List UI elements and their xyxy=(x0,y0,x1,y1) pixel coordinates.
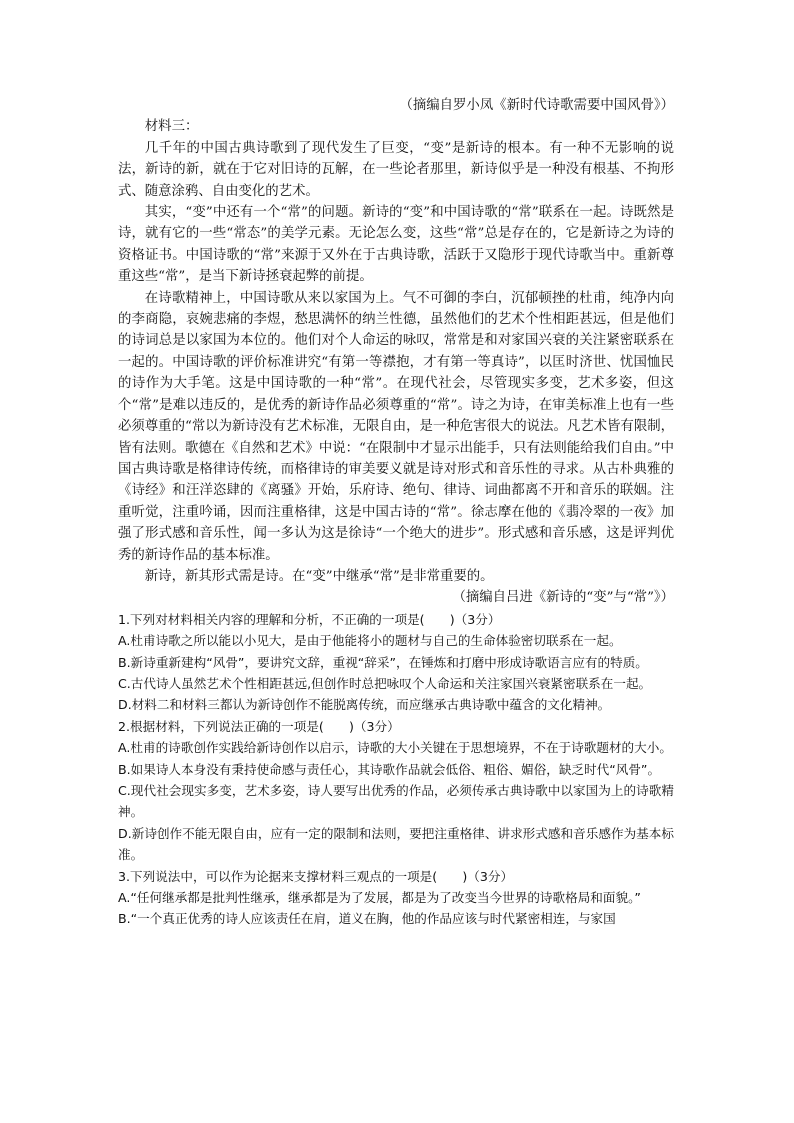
option-d: D.材料二和材料三都认为新诗创作不能脱离传统，而应继承古典诗歌中蕴含的文化精神。 xyxy=(118,697,611,713)
paragraph: 几千年的中国古典诗歌到了现代发生了巨变，“变”是新诗的根本。有一种不无影响的说法，新诗的新，就在于它对旧诗的瓦解，在一些论者那里，新诗似乎是一种没有根基、不拘形式、随意涂鸦、自由变化的艺术。 xyxy=(118,140,674,199)
option-a: A.杜甫诗歌之所以能以小见大，是由于他能将小的题材与自己的生命体验密切联系在一起。 xyxy=(118,633,622,649)
question-stem: 1.下列对材料相关内容的理解和分析，不正确的一项是( )（3分） xyxy=(118,611,501,627)
option-a: A.杜甫的诗歌创作实践给新诗创作以启示，诗歌的大小关键在于思想境界，不在于诗歌题材的大小。 xyxy=(118,740,672,756)
material-heading: 材料三： xyxy=(144,119,199,135)
paragraph: 在诗歌精神上，中国诗歌从来以家国为上。气不可御的李白，沉郁顿挫的杜甫，纯净内向的李商隐，哀婉悲痛的李煜，愁思满怀的纳兰性德，虽然他们的艺术个性相距甚远，但是他们的诗词总是以家国为本位的。他们对个人命运的咏叹，常常是和对家国兴衰的关注紧密联系在一起的。中国诗歌的评价标准讲究“有第一等襟抱，才有第一等真诗”，以匡时济世、忧国恤民的诗作为大手笔。这是中国诗歌的一种“常”。在现代社会，尽管现实多变，艺术多姿，但这个“常”是难以违反的，是优秀的新诗作品必须尊重的“常”。诗之为诗，在审美标准上也有一些必须尊重的“常以为新诗没有艺术标准，无限自由，是一种危害很大的说法。凡艺术皆有限制，皆有法则。歌德在《自然和艺术》中说：“在限制中才显示出能手，只有法则能给我们自由。”中国古典诗歌是格律诗传统，而格律诗的审美要义就是诗对形式和音乐性的寻求。从古朴典雅的《诗经》和汪洋恣肆的《离骚》开始，乐府诗、绝句、律诗、词曲都离不开和音乐的联姻。注重听觉，注重吟诵，因而注重格律，这是中国古诗的“常”。徐志摩在他的《翡冷翠的一夜》加强了形式感和音乐性，闻一多认为这是徐诗“一个绝大的进步”。形式感和音乐感，这是评判优秀的新诗作品的基本标准。 xyxy=(118,290,675,563)
option-b: B.“一个真正优秀的诗人应该责任在肩，道义在胸，他的作品应该与时代紧密相连，与家国 xyxy=(118,911,616,927)
source-citation-bottom: （摘编自吕进《新诗的“变”与“常”》） xyxy=(452,590,674,606)
option-b: B.如果诗人本身没有秉持使命感与责任心，其诗歌作品就会低俗、粗俗、媚俗，缺乏时代“风骨”。 xyxy=(118,761,661,777)
paragraph: 新诗，新其形式需是诗。在“变”中继承“常”是非常重要的。 xyxy=(144,568,494,584)
question-stem: 2.根据材料，下列说法正确的一项是( )（3分） xyxy=(118,718,400,734)
question-1 xyxy=(118,609,674,716)
paragraph: 其实，“变”中还有一个“常”的问题。新诗的“变”和中国诗歌的“常”联系在一起。诗既然是诗，就有它的一些“常态”的美学元素。无论怎么变，这些“常”总是存在的，它是新诗之为诗的资格证书。中国诗歌的“常”来源于又外在于古典诗歌，活跃于又隐形于现代诗歌当中。重新尊重这些“常”，是当下新诗拯衰起弊的前提。 xyxy=(118,205,674,285)
option-c: C.古代诗人虽然艺术个性相距甚远,但创作时总把咏叹个人命运和关注家国兴衰紧密联系在一起。 xyxy=(118,675,652,691)
option-b: B.新诗重新建构“风骨”，要讲究文辞，重视“辞采”，在锤炼和打磨中形成诗歌语言应有的特质。 xyxy=(118,654,648,670)
document-page xyxy=(118,95,674,930)
option-d: D.新诗创作不能无限自由，应有一定的限制和法则，要把注重格律、讲求形式感和音乐感作为基本标准。 xyxy=(118,825,674,863)
question-3 xyxy=(118,866,674,930)
option-c: C.现代社会现实多变，艺术多姿，诗人要写出优秀的作品，必须传承古典诗歌中以家国为上的诗歌精神。 xyxy=(118,783,674,820)
question-stem: 3.下列说法中，可以作为论据来支撑材料三观点的一项是( )（3分） xyxy=(118,868,514,884)
question-2 xyxy=(118,716,674,866)
option-a: A.“任何继承都是批判性继承，继承都是为了发展，都是为了改变当今世界的诗歌格局和面貌。” xyxy=(118,890,641,906)
source-citation-top: （摘编自罗小凤《新时代诗歌需要中国风骨》） xyxy=(399,98,674,113)
